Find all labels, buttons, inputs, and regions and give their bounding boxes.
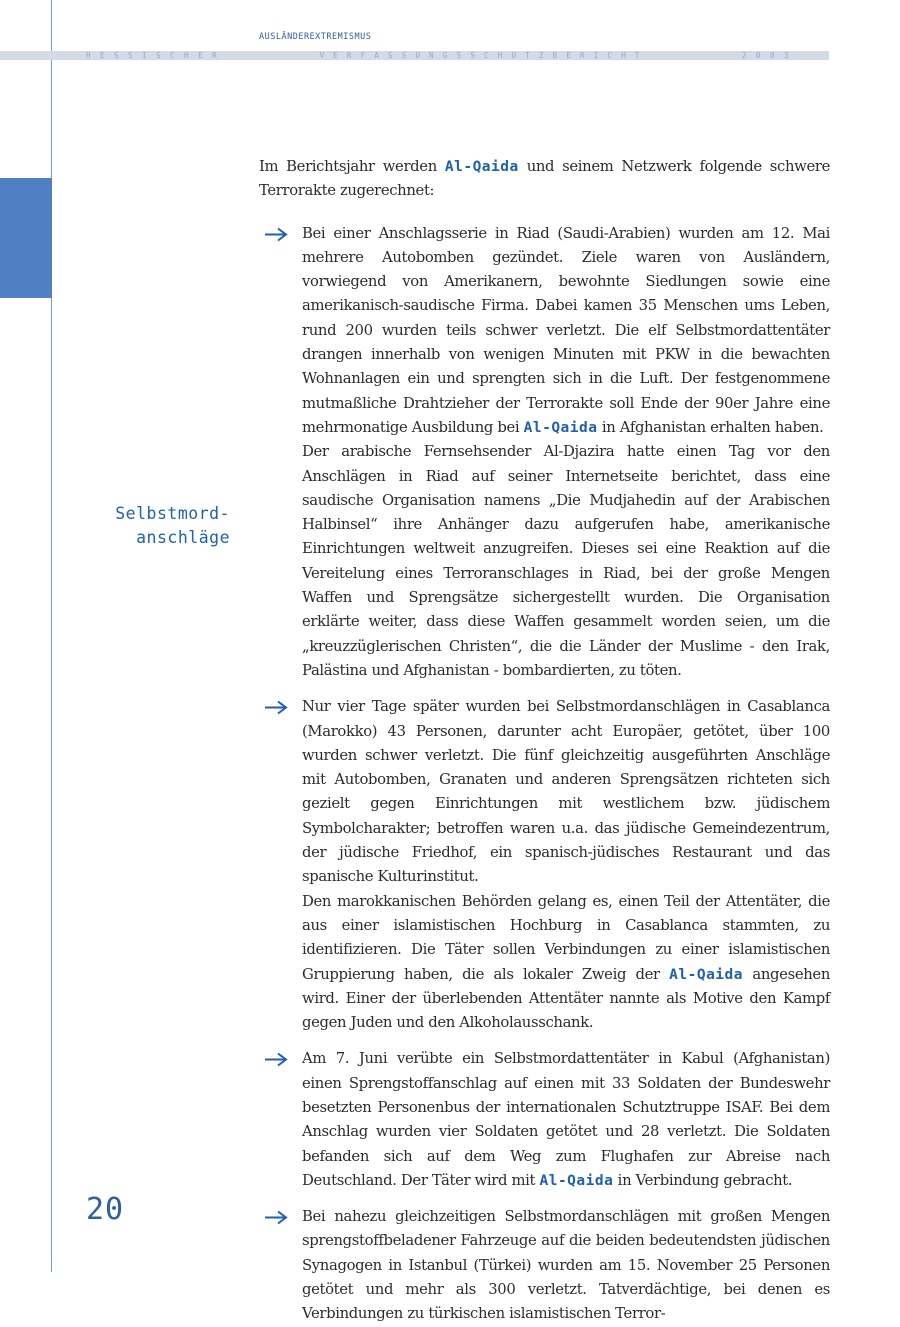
intro-text-before: Im Berichtsjahr werden	[259, 158, 445, 175]
bullet-item-riad	[259, 222, 830, 684]
chapter-tab	[0, 178, 52, 298]
bullet-riad-paragraph-2: Der arabische Fernsehsender Al-Djazira hatte einen Tag vor den Anschlägen in Riad auf seiner Internetseite berichtet, dass eine saudische Organisation namens „Die Mudjahedin auf der Arabischen Halbinsel“ ihre Anhänger dazu aufgerufen habe, amerikanische Einrichtungen weltweit anzugreifen. Dieses sei eine Reaktion auf die Vereitelung eines Terroranschlages in Riad, bei der große Mengen Waffen und Sprengsätze sichergestellt wurden. Die Organisation erklärte weiter, dass diese Waffen gesammelt worden seien, um die „kreuzzüglerischen Christen“, die die Länder der Muslime - den Irak, Palästina und Afghanistan - bombardierten, zu töten.	[302, 443, 830, 679]
bullet-riad-text-after: in Afghanistan erhalten haben.	[597, 418, 824, 436]
bullet-kabul-highlight: Al-Qaida	[539, 1172, 614, 1189]
page-number: 20	[86, 1192, 125, 1227]
bullet-casablanca-text-before: Den marokkanischen Behörden gelang es, einen Teil der Attentäter, die aus einer islamistischen Hochburg in Casablanca stammten, zu identifizieren. Die Täter sollen Verbindungen zu einer islamistischen Gruppierung haben, die als lokaler Zweig der	[302, 892, 830, 983]
side-heading-line-2: anschläge	[136, 528, 230, 547]
header-title-word-2: VERFASSUNGSSCHUTZBERICHT	[319, 51, 649, 60]
header-title-word-1: HESSISCHER	[86, 51, 227, 60]
header-title	[86, 51, 798, 60]
bullet-kabul-paragraph	[302, 1047, 830, 1193]
bullet-kabul-text-before: Am 7. Juni verübte ein Selbstmordattentäter in Kabul (Afghanistan) einen Sprengstoffanschlag auf einen mit 33 Soldaten der Bundeswehr besetzten Personenbus der internationalen Schutztruppe ISAF. Bei dem Anschlag wurden vier Soldaten getötet und 28 verletzt. Die Soldaten befanden sich auf dem Weg zum Flughafen zur Abreise nach Deutschland. Der Täter wird mit	[302, 1050, 830, 1189]
side-heading	[60, 502, 230, 550]
bullet-item-casablanca	[259, 695, 830, 1035]
bullet-casablanca-highlight: Al-Qaida	[669, 966, 743, 983]
arrow-right-icon	[261, 695, 291, 719]
bullet-istanbul-paragraph: Bei nahezu gleichzeitigen Selbstmordanschlägen mit großen Mengen sprengstoffbeladener Fahrzeuge auf die beiden bedeutendsten jüdischen Synagogen in Istanbul (Türkei) wurden am 15. November 25 Personen getötet und mehr als 300 verletzt. Tatverdächtige, bei denen es Verbindungen zu türkischen islamistischen Terror-	[302, 1208, 830, 1323]
bullet-casablanca-text-after: angesehen wird. Einer der überlebenden Attentäter nannte als Motive den Kampf gegen Juden und den Alkoholausschank.	[302, 965, 831, 1032]
arrow-right-icon	[261, 222, 291, 246]
intro-text-after: und seinem Netzwerk folgende schwere Terrorakte zugerechnet:	[259, 158, 830, 200]
bullet-kabul-text-after: in Verbindung gebracht.	[613, 1171, 793, 1189]
bullet-item-istanbul	[259, 1205, 830, 1326]
bullet-item-kabul	[259, 1047, 830, 1193]
bullet-casablanca-paragraph-1: Nur vier Tage später wurden bei Selbstmordanschlägen in Casablanca (Marokko) 43 Personen, darunter acht Europäer, getötet, über 100 wurden schwer verletzt. Die fünf gleichzeitig ausgeführten Anschläge mit Autobomben, Granaten und anderen Sprengsätzen richteten sich gezielt gegen Einrichtungen mit westlichem bzw. jüdischem Symbolcharakter; betroffen waren u.a. das jüdische Gemeindezentrum, der jüdische Friedhof, ein spanisch-jüdisches Restaurant und das spanische Kulturinstitut.	[302, 698, 830, 886]
header-section-label: AUSLÄNDEREXTREMISMUS	[259, 32, 372, 42]
arrow-right-icon	[261, 1047, 291, 1071]
bullet-casablanca-paragraph-2	[302, 890, 830, 1036]
bullet-riad-text-before: Bei einer Anschlagsserie in Riad (Saudi-Arabien) wurden am 12. Mai mehrere Autobomben gezündet. Ziele waren von Ausländern, vorwiegend von Amerikanern, bewohnte Siedlungen sowie eine amerikanisch-saudische Firma. Dabei kamen 35 Menschen ums Leben, rund 200 wurden teils schwer verletzt. Die elf Selbstmordattentäter drangen innerhalb von wenigen Minuten mit PKW in die bewachten Wohnanlagen ein und sprengten sich in die Luft. Der festgenommene mutmaßliche Drahtzieher der Terrorakte soll Ende der 90er Jahre eine mehrmonatige Ausbildung bei	[302, 224, 830, 436]
intro-highlight: Al-Qaida	[444, 159, 519, 175]
intro-paragraph	[259, 155, 830, 204]
arrow-right-icon	[261, 1205, 291, 1229]
header-title-word-3: 2003	[741, 51, 798, 60]
bullet-riad-paragraph-1	[302, 222, 830, 441]
side-heading-line-1: Selbstmord-	[115, 504, 230, 523]
bullet-riad-highlight: Al-Qaida	[523, 419, 598, 436]
main-content	[259, 155, 830, 1327]
